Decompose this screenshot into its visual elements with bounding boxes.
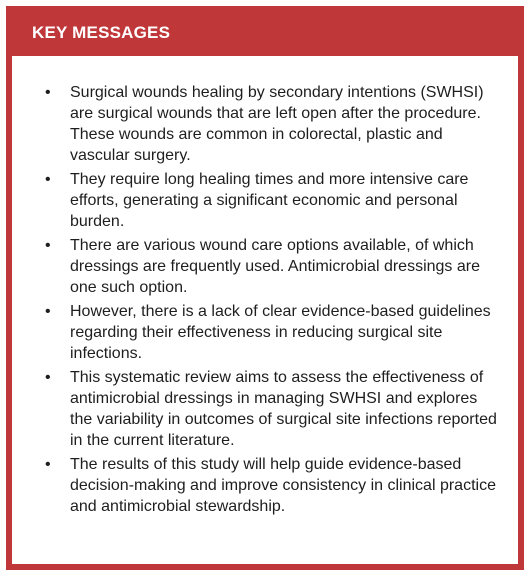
key-message-text: This systematic review aims to assess the effectiveness of antimicrobial dressings in managing SWHSI and explores the variability in outcomes of surgical site infections reported in the current literature. (70, 369, 497, 449)
key-message-text: The results of this study will help guide evidence-based decision-making and improve consistency in clinical practice and antimicrobial stewardship. (70, 456, 496, 515)
key-message-item (12, 235, 518, 298)
key-message-text: There are various wound care options available, of which dressings are frequently used. Antimicrobial dressings are one such option. (70, 237, 480, 296)
key-messages-header (12, 12, 518, 56)
key-messages-box (6, 6, 524, 570)
key-message-item (12, 367, 518, 451)
bullet-icon: • (45, 84, 51, 101)
bullet-icon: • (45, 456, 51, 473)
key-message-item (12, 169, 518, 232)
bullet-icon: • (45, 171, 51, 188)
key-message-text: They require long healing times and more intensive care efforts, generating a significant economic and personal burden. (70, 171, 469, 230)
key-message-item (12, 301, 518, 364)
bullet-icon: • (45, 303, 51, 320)
key-messages-list (12, 82, 518, 520)
bullet-icon: • (45, 237, 51, 254)
bullet-icon: • (45, 369, 51, 386)
key-message-item (12, 454, 518, 517)
key-message-item (12, 82, 518, 166)
key-messages-title: KEY MESSAGES (32, 23, 171, 42)
key-message-text: However, there is a lack of clear evidence-based guidelines regarding their effectiveness in reducing surgical site infections. (70, 303, 491, 362)
key-message-text: Surgical wounds healing by secondary intentions (SWHSI) are surgical wounds that are left open after the procedure. These wounds are common in colorectal, plastic and vascular surgery. (70, 84, 484, 164)
